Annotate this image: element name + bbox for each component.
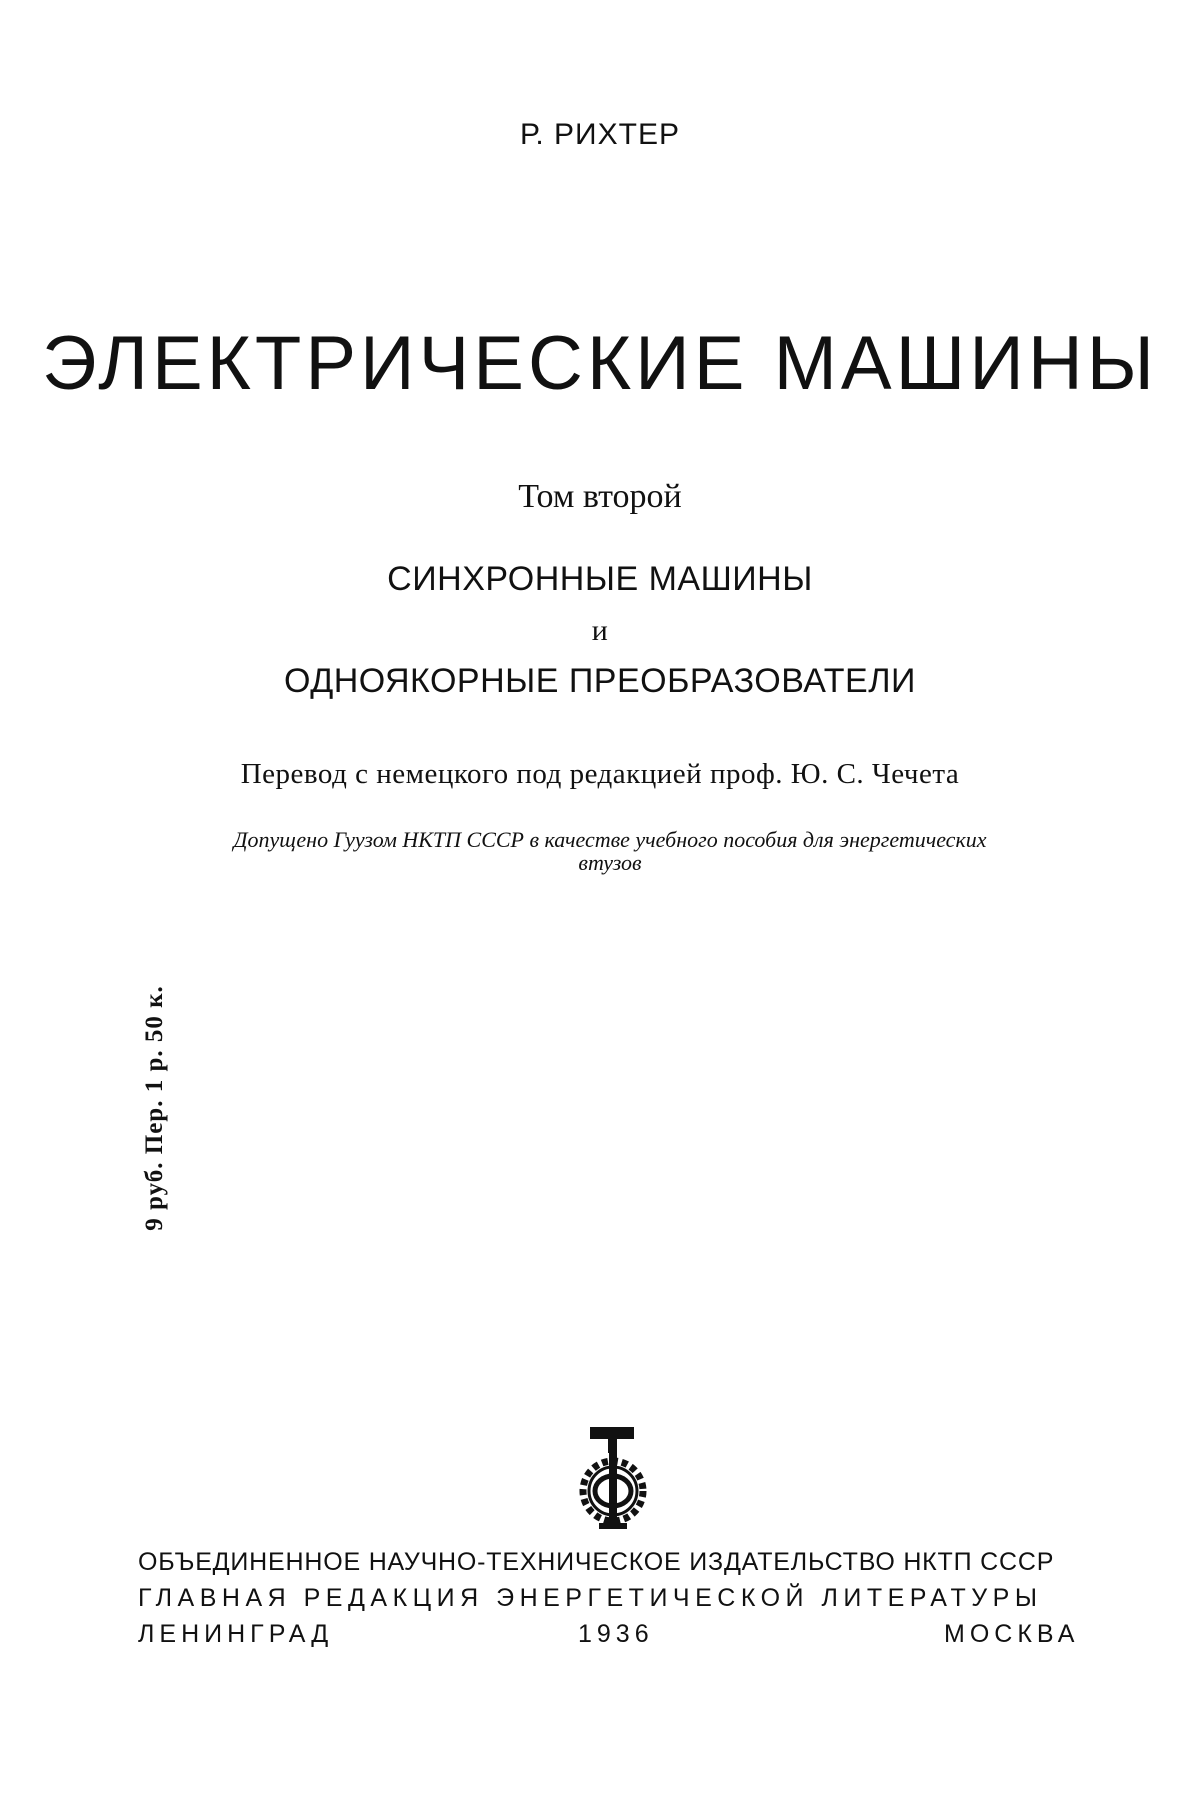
volume-label: Том второй	[518, 478, 682, 515]
subtitle-conjunction: и	[591, 614, 609, 647]
approval-note: Допущено Гуузом НКТП СССР в качестве учебного пособия для энергетических втузов	[233, 827, 987, 876]
subtitle-line-1: СИНХРОННЫЕ МАШИНЫ	[387, 560, 813, 598]
translation-note: Перевод с немецкого под редакцией проф. Ю. С. Чечета	[240, 758, 960, 790]
gear-hammer-icon	[574, 1425, 654, 1535]
subtitle-line-2: ОДНОЯКОРНЫЕ ПРЕОБРАЗОВАТЕЛИ	[284, 662, 916, 700]
author-name: Р. РИХТЕР	[520, 118, 680, 151]
publisher-line-1: ОБЪЕДИНЕННОЕ НАУЧНО-ТЕХНИЧЕСКОЕ ИЗДАТЕЛЬСТВО НКТП СССР	[138, 1548, 1055, 1576]
city-moscow: МОСКВА	[944, 1620, 1080, 1648]
publisher-emblem-icon	[574, 1425, 654, 1535]
publisher-line-2: ГЛАВНАЯ РЕДАКЦИЯ ЭНЕРГЕТИЧЕСКОЙ ЛИТЕРАТУРЫ	[138, 1584, 1043, 1612]
city-leningrad: ЛЕНИНГРАД	[138, 1620, 334, 1648]
book-title: ЭЛЕКТРИЧЕСКИЕ МАШИНЫ	[41, 321, 1159, 406]
price-note: 9 руб. Пер. 1 р. 50 к.	[141, 985, 168, 1231]
publication-year: 1936	[578, 1620, 654, 1648]
